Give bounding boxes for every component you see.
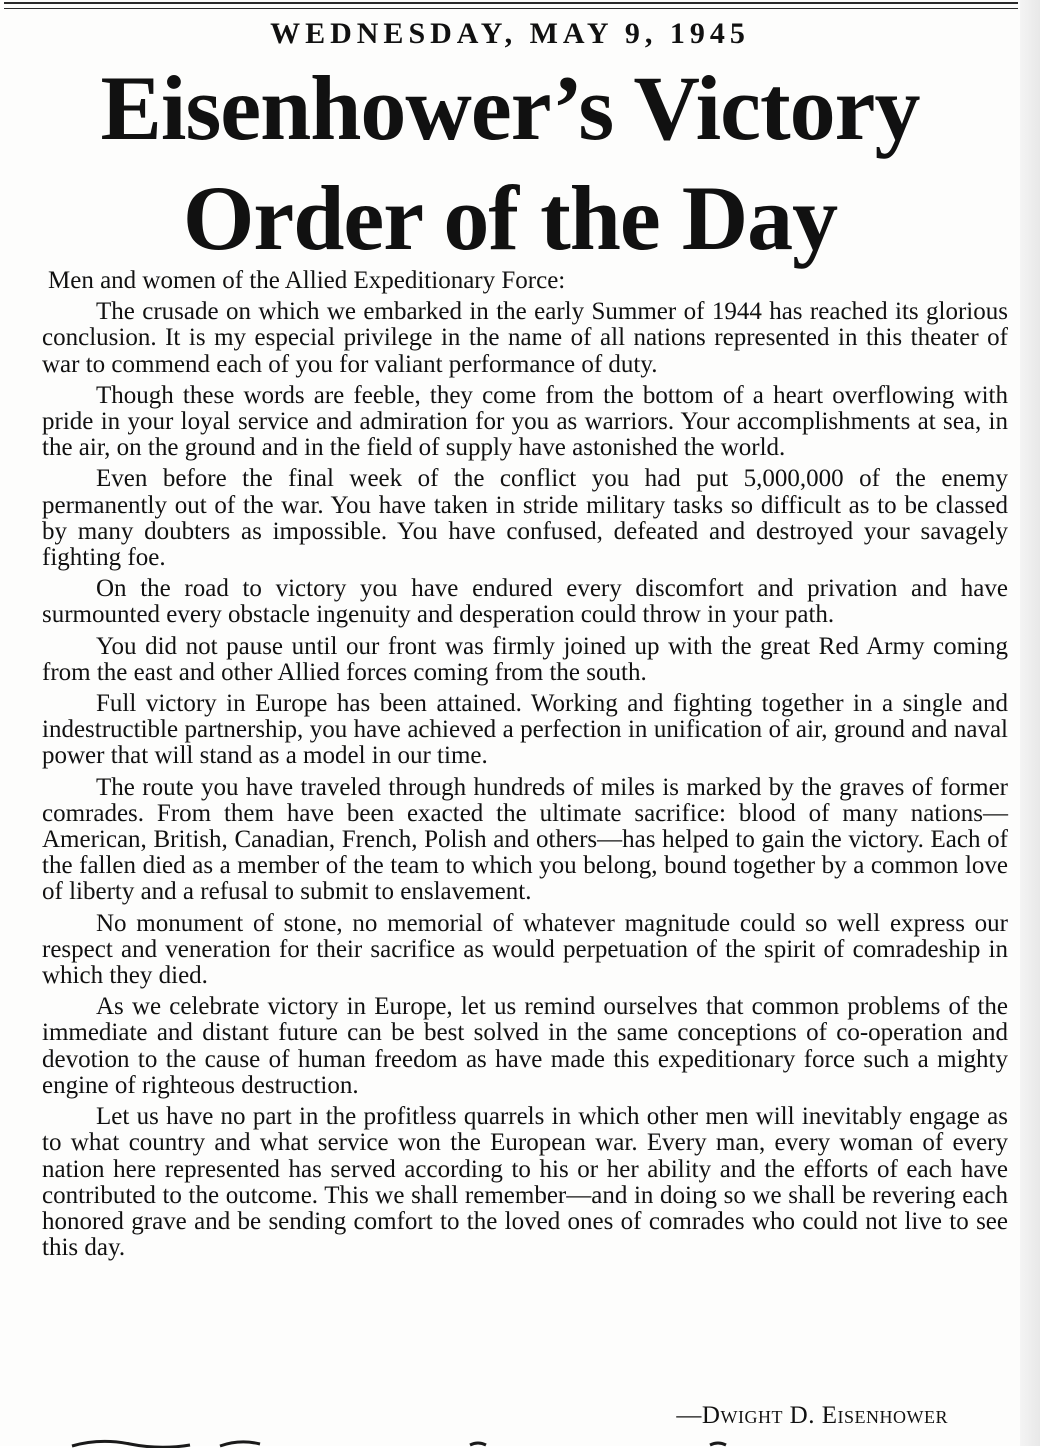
- handwritten-scrawl: [70, 1436, 830, 1448]
- paragraph: As we celebrate victory in Europe, let us remind ourselves that common problems of the immediate and distant future can be best solved in the same conceptions of co-operation and devotion to the cause of human freedom as have made this expeditionary force such a mighty engine of righteous destruction.: [42, 993, 1008, 1099]
- paragraph: The crusade on which we embarked in the early Summer of 1944 has reached its glorious conclusion. It is my especial privilege in the name of all nations represented in this theater of war to commend each of you for valiant performance of duty.: [42, 298, 1008, 378]
- headline-line-1: Eisenhower’s Victory: [100, 57, 920, 159]
- signature: —Dwight D. Eisenhower: [676, 1402, 948, 1429]
- top-rule: [4, 2, 1018, 9]
- paragraph: On the road to victory you have endured every discomfort and privation and have surmounted every obstacle ingenuity and desperation could throw in your path.: [42, 575, 1008, 629]
- page-edge: [1020, 0, 1040, 1446]
- headline-line-2: Order of the Day: [182, 167, 838, 269]
- paragraph: The route you have traveled through hundreds of miles is marked by the graves of former comrades. From them have been exacted the ultimate sacrifice: blood of many nations—American, British, Canadian, French, Polish and others—has helped to gain the victory. Each of the fallen died as a member of the team to which you belong, bound together by a common love of liberty and a refusal to submit to enslavement.: [42, 773, 1008, 906]
- salutation: Men and women of the Allied Expeditionary Force:: [48, 267, 566, 294]
- paragraph: Even before the final week of the conflict you had put 5,000,000 of the enemy permanently out of the war. You have taken in stride military tasks so difficult as to be classed by many doubters as impossible. You have confused, defeated and destroyed your savagely fighting foe.: [42, 465, 1008, 572]
- paragraph: No monument of stone, no memorial of whatever magnitude could so well express our respect and veneration for their sacrifice as would perpetuation of the spirit of comradeship in which they died.: [42, 909, 1008, 990]
- paragraph: Though these words are feeble, they come from the bottom of a heart overflowing with pride in your loyal service and admiration for you as warriors. Your accomplishments at sea, in the air, on the ground and in the field of supply have astonished the world.: [42, 381, 1008, 462]
- date-line: WEDNESDAY, MAY 9, 1945: [270, 17, 750, 50]
- paragraph: Let us have no part in the profitless quarrels in which other men will inevitably engage as to what country and what service won the European war. Every man, every woman of every nation here represented has served according to his or her ability and the efforts of each have contributed to the outcome. This we shall remember—and in doing so we shall be revering each honored grave and be sending comfort to the loved ones of comrades who could not live to see this day.: [42, 1103, 1008, 1262]
- paragraph: Full victory in Europe has been attained. Working and fighting together in a single and indestructible partnership, you have achieved a perfection in unification of air, ground and naval power that will stand as a model in our time.: [42, 690, 1008, 770]
- article-body: [42, 268, 1008, 1266]
- paragraph: You did not pause until our front was firmly joined up with the great Red Army coming from the east and other Allied forces coming from the south.: [42, 632, 1008, 686]
